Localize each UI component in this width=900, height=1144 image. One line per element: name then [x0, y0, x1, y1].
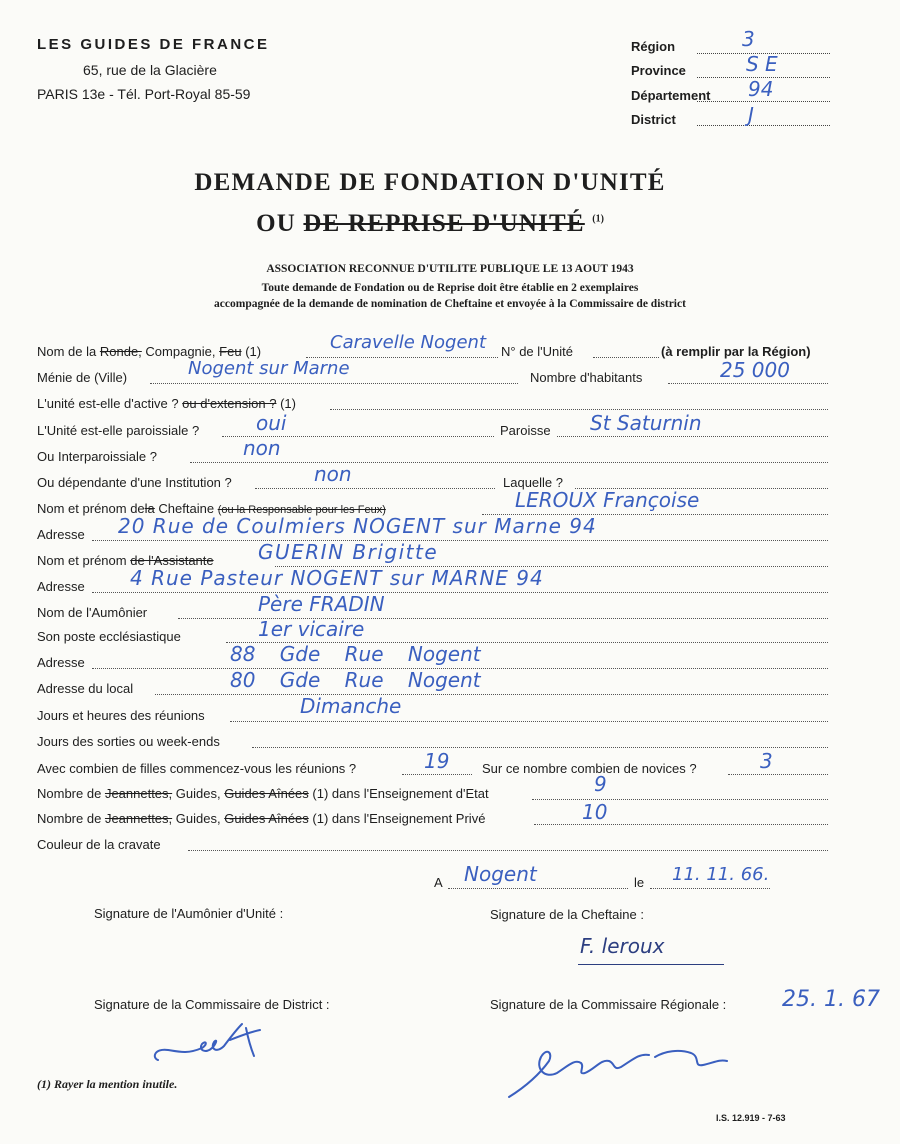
nom-unite-label — [37, 344, 261, 359]
numero-hint: (à remplir par la Région) — [661, 344, 811, 359]
institution-label: Ou dépendante d'une Institution ? — [37, 475, 232, 490]
active-text: L'unité est-elle d'active ? — [37, 396, 179, 411]
active-label — [37, 396, 296, 411]
institution-line — [255, 488, 495, 489]
filles-line — [402, 774, 472, 775]
poste-value: 1er vicaire — [258, 617, 365, 641]
subtitle-line3: accompagnée de la demande de nomination de Cheftaine et envoyée à la Commissaire de district — [214, 298, 686, 310]
sig-cheftaine-underline — [578, 964, 724, 965]
regionale-signature-image — [505, 1035, 735, 1105]
region-label: Région — [631, 39, 676, 54]
paroissiale-label: L'Unité est-elle paroissiale ? — [37, 423, 200, 438]
etat-ainees: Guides Aînées — [224, 786, 309, 801]
paroisse-line — [557, 436, 828, 437]
footnote: (1) Rayer la mention inutile. — [37, 1077, 178, 1091]
etat-label — [37, 786, 489, 801]
departement-label: Département — [631, 88, 711, 103]
active-note: (1) — [280, 396, 296, 411]
habitants-value: 25 000 — [720, 358, 790, 382]
etat-jeannettes: Jeannettes, — [104, 786, 173, 801]
province-value: S E — [746, 52, 778, 76]
menie-value: Nogent sur Marne — [188, 358, 350, 379]
prive-line — [534, 824, 828, 825]
poste-label: Son poste ecclésiastique — [37, 629, 181, 644]
novices-value: 3 — [760, 749, 773, 773]
assistante-label-a: Nom et prénom — [37, 553, 127, 568]
etat-prefix: Nombre de — [37, 786, 102, 801]
adresse2-label: Adresse — [37, 579, 85, 594]
form-reference: I.S. 12.919 - 7-63 — [716, 1113, 786, 1123]
adresse2-line — [92, 592, 828, 593]
district-line — [697, 125, 830, 126]
sig-cheftaine-label: Signature de la Cheftaine : — [490, 907, 644, 922]
form-title-line2 — [0, 210, 860, 238]
district-value: J — [748, 103, 754, 127]
aumonier-value: Père FRADIN — [258, 592, 385, 616]
reunions-line — [230, 721, 828, 722]
place-label: A — [434, 875, 443, 890]
assistante-value: GUERIN Brigitte — [258, 540, 439, 564]
interpar-value: non — [243, 436, 281, 460]
cheftaine-struck: (ou la Responsable pour les Feux) — [217, 504, 386, 516]
cheftaine-label-a: Nom et prénom de — [37, 501, 145, 516]
adresse1-label: Adresse — [37, 527, 85, 542]
place-value: Nogent — [464, 862, 537, 886]
numero-line — [593, 357, 659, 358]
nom-note: (1) — [245, 344, 262, 359]
adresse1-line — [92, 540, 828, 541]
interpar-label: Ou Interparoissiale ? — [37, 449, 157, 464]
title-prefix: OU — [256, 210, 304, 237]
prive-jeannettes: Jeannettes, — [104, 811, 173, 826]
title-struck: DE REPRISE D'UNITÉ — [303, 210, 585, 237]
paroisse-label: Paroisse — [500, 423, 551, 438]
prive-suffix: (1) dans l'Enseignement Privé — [312, 811, 486, 826]
cheftaine-value: LEROUX Françoise — [515, 488, 700, 512]
local-value: 80 Gde Rue Nogent — [230, 668, 481, 692]
reunions-label: Jours et heures des réunions — [37, 708, 205, 723]
sorties-label: Jours des sorties ou week-ends — [37, 734, 220, 749]
aumonier-label: Nom de l'Aumônier — [37, 605, 148, 620]
sig-regionale-date: 25. 1. 67 — [782, 987, 880, 1012]
paroissiale-value: oui — [256, 411, 287, 435]
departement-line — [697, 101, 830, 102]
menie-line — [150, 383, 518, 384]
nom-compagnie: Compagnie, — [145, 344, 216, 359]
prive-ainees: Guides Aînées — [224, 811, 309, 826]
adresse2-value: 4 Rue Pasteur NOGENT sur MARNE 94 — [130, 566, 544, 590]
laquelle-label: Laquelle ? — [503, 475, 563, 490]
date-label: le — [634, 875, 645, 890]
cheftaine-label-b: Cheftaine — [158, 501, 215, 516]
paroisse-value: St Saturnin — [590, 411, 702, 435]
org-city-tel: PARIS 13e - Tél. Port-Royal 85-59 — [37, 86, 251, 102]
etat-value: 9 — [594, 772, 607, 796]
departement-value: 94 — [748, 77, 774, 101]
subtitle-line1: ASSOCIATION RECONNUE D'UTILITE PUBLIQUE LE 13 AOUT 1943 — [266, 263, 634, 275]
adresse1-value: 20 Rue de Coulmiers NOGENT sur Marne 94 — [118, 514, 597, 538]
institution-value: non — [314, 462, 352, 486]
adresse3-value: 88 Gde Rue Nogent — [230, 642, 481, 666]
reunions-value: Dimanche — [300, 694, 402, 718]
region-value: 3 — [742, 27, 755, 51]
interpar-line — [190, 462, 828, 463]
sig-cheftaine: F. leroux — [580, 934, 665, 958]
prive-guides: Guides, — [175, 811, 221, 826]
habitants-label: Nombre d'habitants — [530, 370, 643, 385]
nom-value: Caravelle Nogent — [330, 332, 486, 353]
title-note: (1) — [592, 213, 604, 225]
sig-aumonier-label: Signature de l'Aumônier d'Unité : — [94, 906, 284, 921]
place-line — [448, 888, 628, 889]
district-signature-image — [150, 1010, 280, 1080]
sig-commissaire-regionale-label: Signature de la Commissaire Régionale : — [490, 997, 727, 1012]
date-line — [650, 888, 770, 889]
subtitle-line2: Toute demande de Fondation ou de Reprise doit être établie en 2 exemplaires — [261, 282, 639, 294]
prive-prefix: Nombre de — [37, 811, 102, 826]
org-address: 65, rue de la Glacière — [83, 62, 217, 78]
cravate-label: Couleur de la cravate — [37, 837, 161, 852]
prive-value: 10 — [582, 800, 608, 824]
nom-prefix: Nom de la — [37, 344, 97, 359]
local-line — [155, 694, 828, 695]
nom-ronde: Ronde, — [99, 344, 142, 359]
novices-label: Sur ce nombre combien de novices ? — [482, 761, 697, 776]
assistante-struck: de l'Assistante — [130, 553, 214, 568]
numero-label: N° de l'Unité — [501, 344, 573, 359]
etat-guides: Guides, — [175, 786, 221, 801]
filles-value: 19 — [424, 749, 450, 773]
cheftaine-label-la: la — [144, 501, 155, 516]
org-name: LES GUIDES DE FRANCE — [37, 36, 270, 53]
sig-commissaire-district-label: Signature de la Commissaire de District : — [94, 997, 330, 1012]
district-label: District — [631, 112, 676, 127]
filles-label: Avec combien de filles commencez-vous les réunions ? — [37, 761, 357, 776]
local-label: Adresse du local — [37, 681, 134, 696]
active-line — [330, 409, 828, 410]
prive-label — [37, 811, 485, 826]
novices-line — [728, 774, 828, 775]
etat-suffix: (1) dans l'Enseignement d'Etat — [312, 786, 489, 801]
date-value: 11. 11. 66. — [672, 864, 770, 885]
cravate-line — [188, 850, 828, 851]
sorties-line — [252, 747, 828, 748]
form-title-line1: DEMANDE DE FONDATION D'UNITÉ — [194, 169, 666, 196]
adresse3-label: Adresse — [37, 655, 85, 670]
province-label: Province — [631, 63, 686, 78]
nom-feu: Feu — [219, 344, 242, 359]
active-struck: ou d'extension ? — [182, 396, 277, 411]
menie-label: Ménie de (Ville) — [37, 370, 128, 385]
habitants-line — [668, 383, 828, 384]
etat-line — [532, 799, 828, 800]
